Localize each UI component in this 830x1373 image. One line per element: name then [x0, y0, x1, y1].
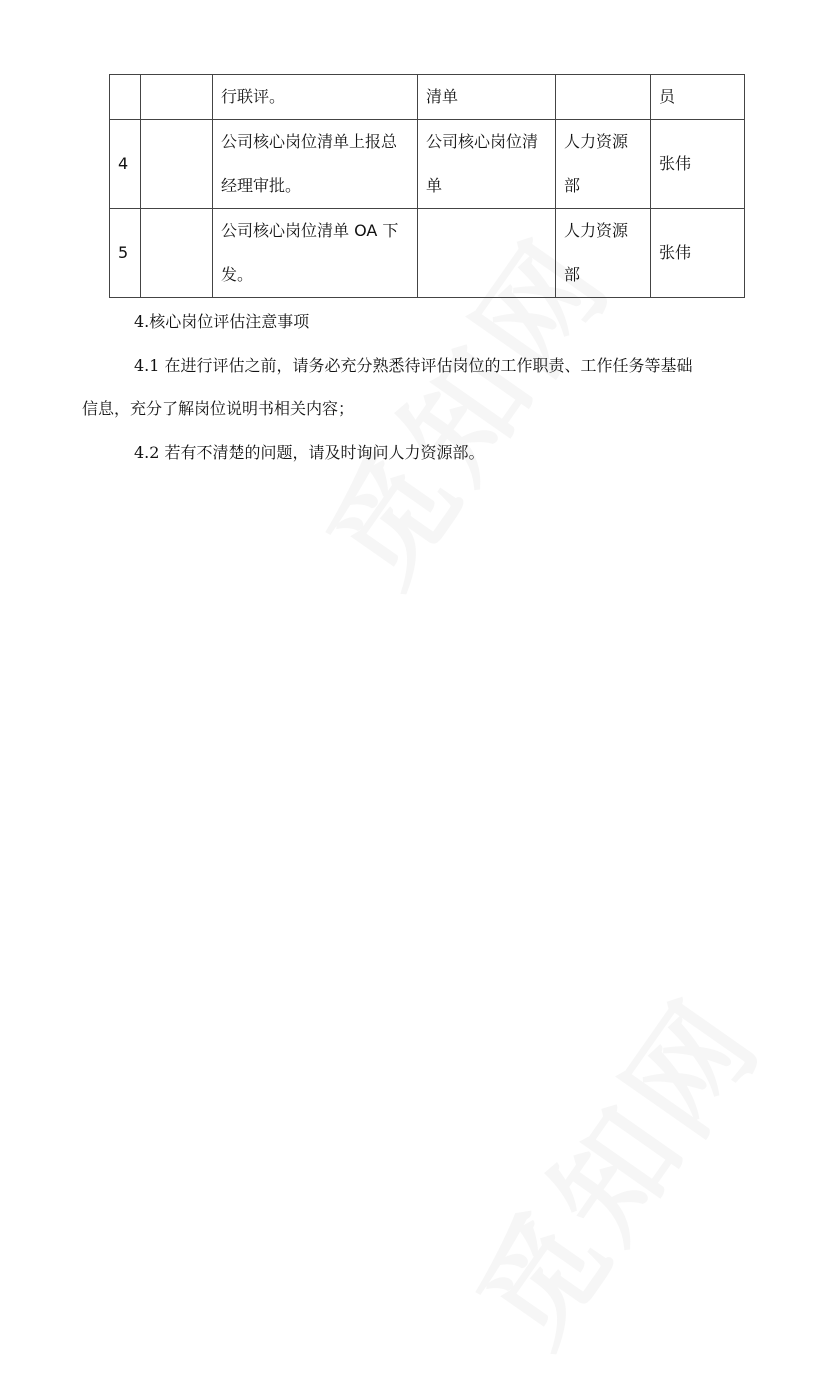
owner-cell: 员: [651, 75, 745, 120]
notes-heading: 4.核心岗位评估注意事项: [134, 312, 310, 331]
dept-cell: [556, 120, 651, 209]
task-cell: 行联评。: [213, 75, 418, 120]
note-paragraph-2: 4.2 若有不清楚的问题，请及时询问人力资源部。: [134, 443, 485, 462]
output-cell: [418, 120, 556, 209]
task-line: 经理审批。: [221, 176, 302, 195]
row-number: 4: [110, 120, 141, 209]
watermark-bottom: [431, 959, 792, 1372]
task-line: 公司核心岗位清单 OA 下: [221, 221, 399, 240]
output-cell: 清单: [418, 75, 556, 120]
task-line: 发。: [221, 265, 254, 284]
dept-line: 部: [564, 176, 581, 195]
task-cell: [213, 209, 418, 298]
table-row: [110, 75, 745, 120]
note-paragraph-1-line-1: 4.1 在进行评估之前，请务必充分熟悉待评估岗位的工作职责、工作任务等基础: [134, 356, 693, 375]
table-row: [110, 120, 745, 209]
dept-line: 人力资源: [564, 221, 629, 240]
responsibility-table: [109, 74, 745, 298]
row-number: [110, 75, 141, 120]
dept-cell: [556, 209, 651, 298]
task-cell: [213, 120, 418, 209]
output-line: 单: [426, 176, 443, 195]
dept-line: 人力资源: [564, 132, 629, 151]
row-col2: [141, 75, 213, 120]
row-col2: [141, 120, 213, 209]
note-paragraph-1-line-2: 信息，充分了解岗位说明书相关内容；: [82, 399, 355, 418]
output-cell: [418, 209, 556, 298]
owner-cell: 张伟: [651, 209, 745, 298]
task-line: 公司核心岗位清单上报总: [221, 132, 398, 151]
output-line: 公司核心岗位清: [426, 132, 539, 151]
row-col2: [141, 209, 213, 298]
dept-cell: [556, 75, 651, 120]
table-row: [110, 209, 745, 298]
owner-cell: 张伟: [651, 120, 745, 209]
dept-line: 部: [564, 265, 581, 284]
row-number: 5: [110, 209, 141, 298]
